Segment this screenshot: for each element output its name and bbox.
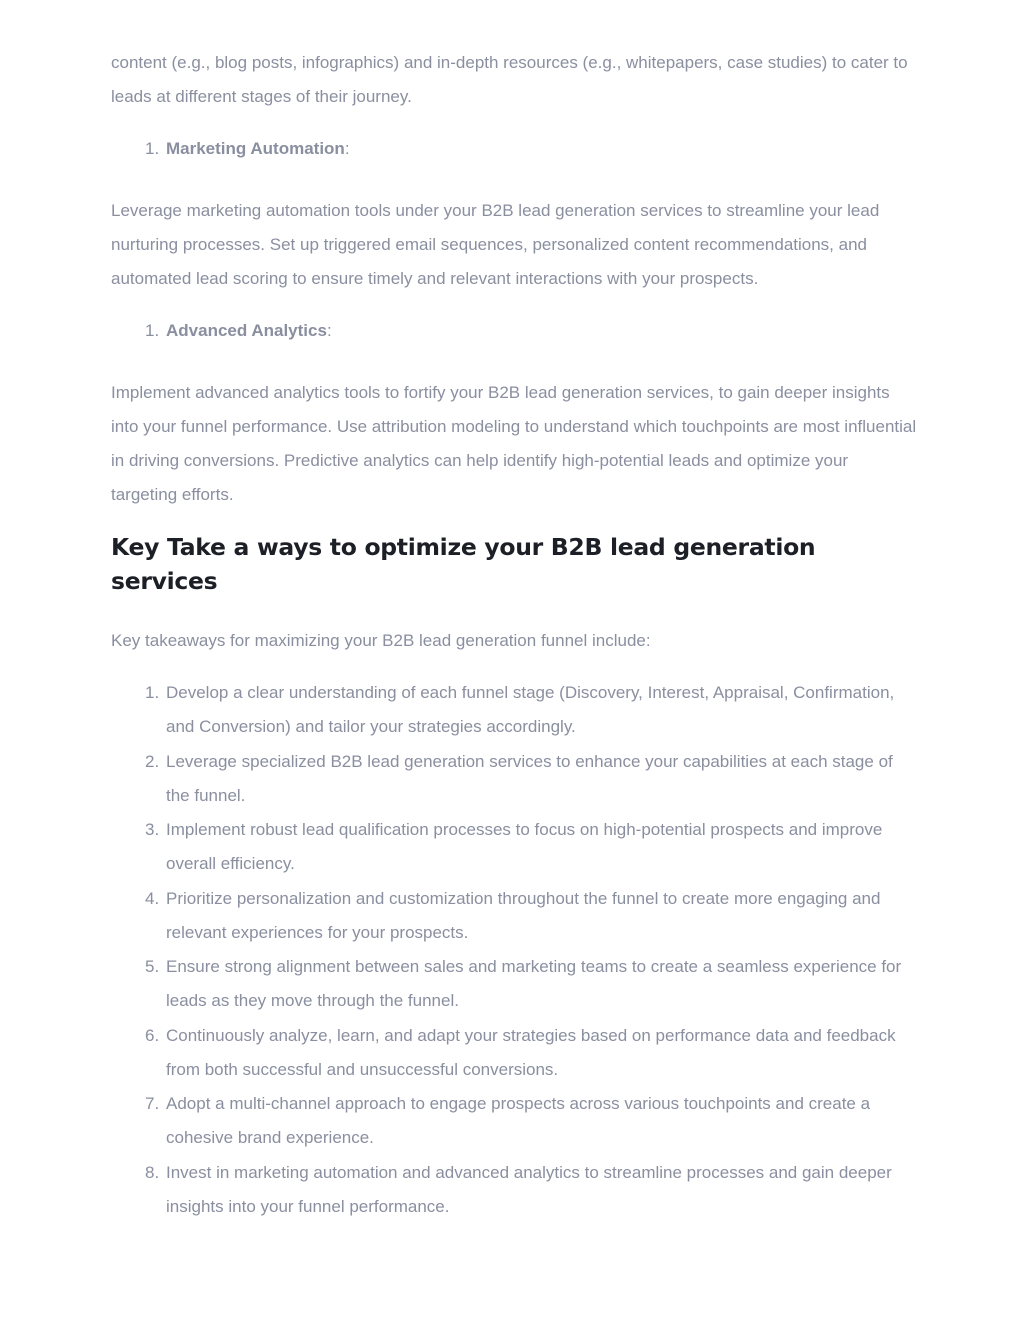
takeaway-number: 2. <box>145 751 160 771</box>
takeaway-text: Ensure strong alignment between sales and marketing teams to create a seamless experience for leads as they move through the funnel. <box>166 957 902 1010</box>
marketing-automation-number: 1. <box>145 139 160 158</box>
takeaway-number: 6. <box>145 1025 160 1045</box>
takeaway-number: 4. <box>145 888 160 908</box>
takeaway-text: Develop a clear understanding of each funnel stage (Discovery, Interest, Appraisal, Confirmation, and Conversion) and tailor your strategies accordingly. <box>166 683 895 736</box>
marketing-automation-subheading <box>111 132 917 166</box>
intro-continuation-paragraph: content (e.g., blog posts, infographics) and in-depth resources (e.g., whitepapers, case studies) to cater to leads at different stages of their journey. <box>111 53 908 106</box>
marketing-automation-title: Marketing Automation <box>166 139 345 158</box>
takeaway-number: 5. <box>145 957 160 976</box>
takeaway-number: 7. <box>145 1094 160 1113</box>
takeaway-number: 1. <box>145 683 160 702</box>
article-body <box>111 46 917 1224</box>
takeaway-item <box>111 882 917 950</box>
marketing-automation-paragraph: Leverage marketing automation tools under your B2B lead generation services to streamline your lead nurturing processes. Set up triggered email sequences, personalized content recommendations, and automated lead scoring to ensure timely and relevant interactions with your prospects. <box>111 201 880 288</box>
takeaway-item <box>111 676 917 744</box>
takeaway-item <box>111 1156 917 1224</box>
takeaway-text: Invest in marketing automation and advanced analytics to streamline processes and gain deeper insights into your funnel performance. <box>166 1162 892 1216</box>
takeaway-number: 3. <box>145 820 160 839</box>
takeaway-item <box>111 1019 917 1087</box>
advanced-analytics-title: Advanced Analytics <box>166 321 327 340</box>
takeaway-item <box>111 813 917 881</box>
takeaway-item <box>111 950 917 1018</box>
takeaways-list <box>111 676 917 1224</box>
takeaway-text: Leverage specialized B2B lead generation services to enhance your capabilities at each stage of the funnel. <box>166 751 893 805</box>
key-takeaways-heading: Key Take a ways to optimize your B2B lead generation services <box>111 533 816 595</box>
advanced-analytics-suffix: : <box>326 321 332 340</box>
marketing-automation-suffix: : <box>344 139 350 158</box>
takeaways-lead-in: Key takeaways for maximizing your B2B lead generation funnel include: <box>111 631 651 650</box>
advanced-analytics-subheading <box>111 314 917 348</box>
advanced-analytics-paragraph: Implement advanced analytics tools to fortify your B2B lead generation services, to gain deeper insights into your funnel performance. Use attribution modeling to understand which touchpoints are most influential in driving conversions. Predictive analytics can help identify high-potential leads and optimize your targeting efforts. <box>111 383 917 504</box>
takeaway-item <box>111 1087 917 1155</box>
takeaway-text: Adopt a multi-channel approach to engage prospects across various touchpoints and create a cohesive brand experience. <box>166 1094 871 1147</box>
takeaway-text: Prioritize personalization and customization throughout the funnel to create more engaging and relevant experiences for your prospects. <box>166 888 881 942</box>
advanced-analytics-number: 1. <box>145 321 160 340</box>
takeaway-item <box>111 745 917 813</box>
takeaway-text: Implement robust lead qualification processes to focus on high-potential prospects and improve overall efficiency. <box>166 820 883 873</box>
takeaway-text: Continuously analyze, learn, and adapt your strategies based on performance data and feedback from both successful and unsuccessful conversions. <box>166 1025 896 1079</box>
takeaway-number: 8. <box>145 1162 160 1182</box>
